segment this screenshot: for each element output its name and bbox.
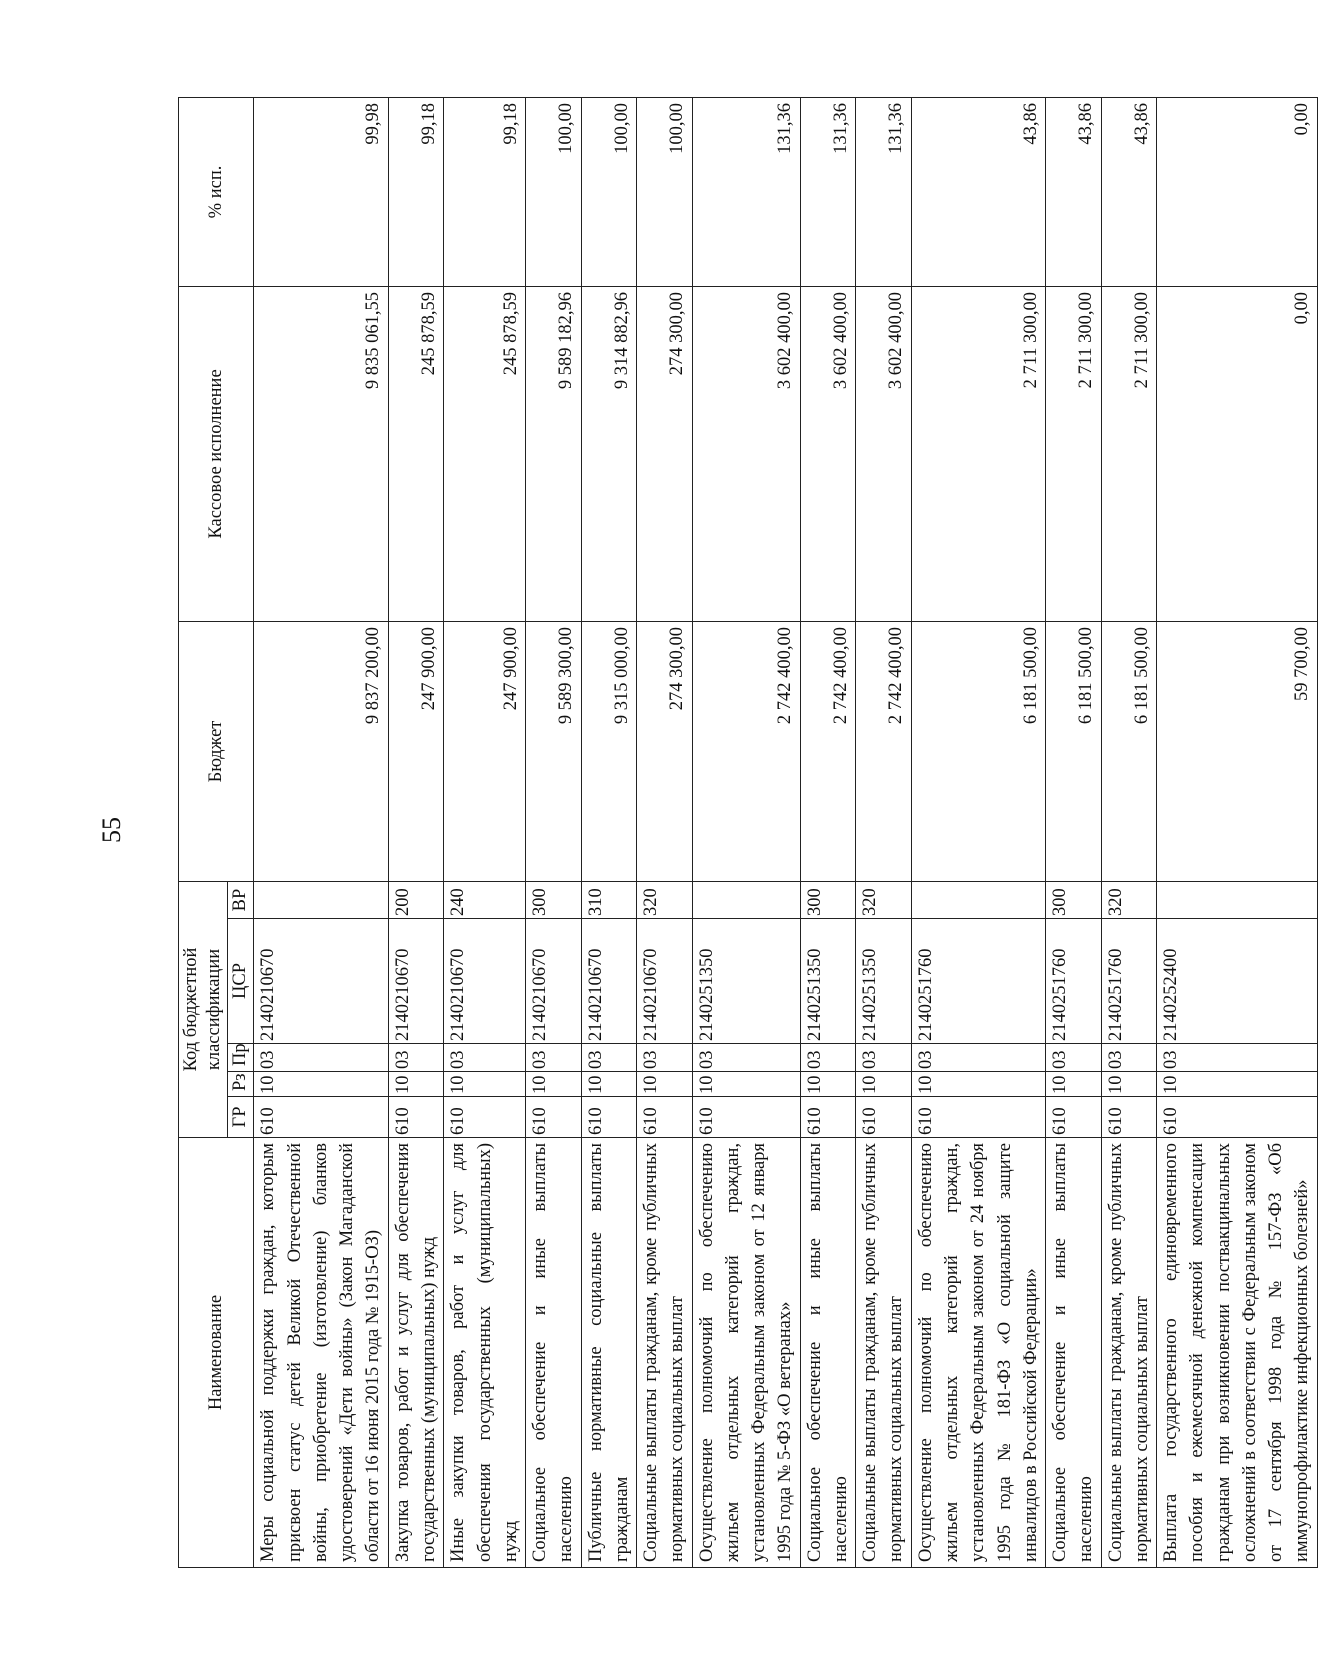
row-execution: 2 711 300,00 — [911, 286, 1045, 621]
row-rz: 10 — [1046, 1072, 1102, 1097]
row-name: Социальное обеспечение и иные выплаты населению — [1046, 1138, 1102, 1568]
row-budget: 6 181 500,00 — [1046, 621, 1102, 881]
row-pr: 03 — [526, 1044, 582, 1072]
table-row — [254, 97, 388, 1567]
row-budget: 6 181 500,00 — [1101, 621, 1157, 881]
row-name: Иные закупки товаров, работ и услуг для обеспечения государственных (муниципальных) нужд — [444, 1138, 526, 1568]
row-name: Осуществление полномочий по обеспечению жильем отдельных категорий граждан, установленных Федеральным законом от 24 ноября 1995 года № 181-ФЗ «О социальной защите инвалидов в Российской Федерации» — [911, 1138, 1045, 1568]
row-rz: 10 — [911, 1072, 1045, 1097]
row-csr: 2140251760 — [911, 919, 1045, 1044]
table-row — [692, 97, 800, 1567]
row-rz: 10 — [388, 1072, 444, 1097]
row-pr: 03 — [444, 1044, 526, 1072]
row-gr: 610 — [800, 1097, 856, 1138]
row-pr: 03 — [254, 1044, 388, 1072]
row-vr: 300 — [1046, 881, 1102, 918]
row-csr: 2140210670 — [444, 919, 526, 1044]
table-row — [1101, 97, 1157, 1567]
table-row — [1046, 97, 1102, 1567]
row-gr: 610 — [1157, 1097, 1318, 1138]
row-percent: 0,00 — [1157, 97, 1318, 286]
row-pr: 03 — [1046, 1044, 1102, 1072]
table-row — [800, 97, 856, 1567]
row-rz: 10 — [800, 1072, 856, 1097]
row-csr: 2140252400 — [1157, 919, 1318, 1044]
row-execution: 3 602 400,00 — [856, 286, 912, 621]
row-csr: 2140210670 — [637, 919, 693, 1044]
row-pr: 03 — [388, 1044, 444, 1072]
row-rz: 10 — [526, 1072, 582, 1097]
row-csr: 2140251760 — [1046, 919, 1102, 1044]
row-budget: 6 181 500,00 — [911, 621, 1045, 881]
row-csr: 2140251350 — [856, 919, 912, 1044]
row-name: Социальное обеспечение и иные выплаты населению — [526, 1138, 582, 1568]
header-code-group: Код бюджетной классификации — [179, 881, 228, 1137]
row-budget: 59 700,00 — [1157, 621, 1318, 881]
row-vr: 320 — [1101, 881, 1157, 918]
header-vr: ВР — [228, 881, 254, 918]
page-number: 55 — [97, 817, 126, 843]
row-percent: 99,98 — [254, 97, 388, 286]
row-name: Закупка товаров, работ и услуг для обеспечения государственных (муниципальных) нужд — [388, 1138, 444, 1568]
row-gr: 610 — [637, 1097, 693, 1138]
row-csr: 2140210670 — [581, 919, 637, 1044]
row-vr — [254, 881, 388, 918]
table-row — [388, 97, 444, 1567]
row-name: Выплата государственного единовременного пособия и ежемесячной денежной компенсации гражданам при возникновении поствакцинальных осложнений в соответствии с Федеральным законом от 17 сентября 1998 года № 157-ФЗ «Об иммунопрофилактике инфекционных болезней» — [1157, 1138, 1318, 1568]
row-gr: 610 — [911, 1097, 1045, 1138]
row-pr: 03 — [800, 1044, 856, 1072]
row-budget: 274 300,00 — [637, 621, 693, 881]
row-execution: 9 314 882,96 — [581, 286, 637, 621]
row-percent: 131,36 — [800, 97, 856, 286]
row-csr: 2140210670 — [254, 919, 388, 1044]
row-vr: 310 — [581, 881, 637, 918]
row-csr: 2140210670 — [388, 919, 444, 1044]
table-row — [444, 97, 526, 1567]
row-csr: 2140210670 — [526, 919, 582, 1044]
row-name: Социальные выплаты гражданам, кроме публичных нормативных социальных выплат — [637, 1138, 693, 1568]
header-csr: ЦСР — [228, 919, 254, 1044]
table-header-row — [179, 97, 228, 1567]
row-vr: 300 — [800, 881, 856, 918]
row-budget: 247 900,00 — [444, 621, 526, 881]
row-rz: 10 — [1157, 1072, 1318, 1097]
row-budget: 9 315 000,00 — [581, 621, 637, 881]
row-pr: 03 — [692, 1044, 800, 1072]
row-rz: 10 — [1101, 1072, 1157, 1097]
row-gr: 610 — [856, 1097, 912, 1138]
row-rz: 10 — [637, 1072, 693, 1097]
header-rz: Рз — [228, 1072, 254, 1097]
row-pr: 03 — [1101, 1044, 1157, 1072]
row-pr: 03 — [637, 1044, 693, 1072]
row-percent: 43,86 — [911, 97, 1045, 286]
row-percent: 100,00 — [581, 97, 637, 286]
table-row — [526, 97, 582, 1567]
row-gr: 610 — [526, 1097, 582, 1138]
row-percent: 131,36 — [692, 97, 800, 286]
header-name: Наименование — [179, 1138, 254, 1568]
row-rz: 10 — [856, 1072, 912, 1097]
row-pr: 03 — [911, 1044, 1045, 1072]
rotated-page-content — [178, 98, 1313, 1568]
table-row — [911, 97, 1045, 1567]
row-name: Социальные выплаты гражданам, кроме публичных нормативных социальных выплат — [856, 1138, 912, 1568]
table-row — [637, 97, 693, 1567]
row-vr: 300 — [526, 881, 582, 918]
row-name: Публичные нормативные социальные выплаты гражданам — [581, 1138, 637, 1568]
row-execution: 9 589 182,96 — [526, 286, 582, 621]
row-execution: 274 300,00 — [637, 286, 693, 621]
row-execution: 0,00 — [1157, 286, 1318, 621]
row-name: Осуществление полномочий по обеспечению жильем отдельных категорий граждан, установленных Федеральным законом от 12 января 1995 года № 5-ФЗ «О ветеранах» — [692, 1138, 800, 1568]
row-execution: 2 711 300,00 — [1101, 286, 1157, 621]
row-gr: 610 — [581, 1097, 637, 1138]
row-vr — [692, 881, 800, 918]
header-budget: Бюджет — [179, 621, 254, 881]
row-gr: 610 — [1101, 1097, 1157, 1138]
row-vr — [1157, 881, 1318, 918]
row-execution: 3 602 400,00 — [692, 286, 800, 621]
row-rz: 10 — [581, 1072, 637, 1097]
row-percent: 99,18 — [444, 97, 526, 286]
row-gr: 610 — [444, 1097, 526, 1138]
row-vr — [911, 881, 1045, 918]
row-budget: 9 837 200,00 — [254, 621, 388, 881]
row-gr: 610 — [388, 1097, 444, 1138]
row-rz: 10 — [444, 1072, 526, 1097]
table-row — [581, 97, 637, 1567]
row-budget: 247 900,00 — [388, 621, 444, 881]
row-percent: 43,86 — [1101, 97, 1157, 286]
row-pr: 03 — [856, 1044, 912, 1072]
row-gr: 610 — [1046, 1097, 1102, 1138]
row-execution: 2 711 300,00 — [1046, 286, 1102, 621]
row-csr: 2140251350 — [692, 919, 800, 1044]
row-execution: 245 878,59 — [388, 286, 444, 621]
row-name: Социальные выплаты гражданам, кроме публичных нормативных социальных выплат — [1101, 1138, 1157, 1568]
row-percent: 131,36 — [856, 97, 912, 286]
budget-execution-table — [178, 97, 1318, 1568]
row-name: Социальное обеспечение и иные выплаты населению — [800, 1138, 856, 1568]
header-percent: % исп. — [179, 97, 254, 286]
row-vr: 320 — [637, 881, 693, 918]
row-csr: 2140251350 — [800, 919, 856, 1044]
row-pr: 03 — [581, 1044, 637, 1072]
row-gr: 610 — [254, 1097, 388, 1138]
row-rz: 10 — [692, 1072, 800, 1097]
table-row — [1157, 97, 1318, 1567]
row-gr: 610 — [692, 1097, 800, 1138]
row-vr: 200 — [388, 881, 444, 918]
row-percent: 100,00 — [526, 97, 582, 286]
row-budget: 9 589 300,00 — [526, 621, 582, 881]
row-budget: 2 742 400,00 — [856, 621, 912, 881]
row-vr: 320 — [856, 881, 912, 918]
row-budget: 2 742 400,00 — [692, 621, 800, 881]
header-gr: ГР — [228, 1097, 254, 1138]
row-execution: 245 878,59 — [444, 286, 526, 621]
row-percent: 43,86 — [1046, 97, 1102, 286]
row-name: Меры социальной поддержки граждан, которым присвоен статус детей Великой Отечественной войны, приобретение (изготовление) бланков удостоверений «Дети войны» (Закон Магаданской области от 16 июня 2015 года № 1915-ОЗ) — [254, 1138, 388, 1568]
row-vr: 240 — [444, 881, 526, 918]
table-row — [856, 97, 912, 1567]
row-execution: 9 835 061,55 — [254, 286, 388, 621]
row-execution: 3 602 400,00 — [800, 286, 856, 621]
row-pr: 03 — [1157, 1044, 1318, 1072]
header-execution: Кассовое исполнение — [179, 286, 254, 621]
row-csr: 2140251760 — [1101, 919, 1157, 1044]
row-budget: 2 742 400,00 — [800, 621, 856, 881]
row-rz: 10 — [254, 1072, 388, 1097]
row-percent: 99,18 — [388, 97, 444, 286]
header-pr: Пр — [228, 1044, 254, 1072]
row-percent: 100,00 — [637, 97, 693, 286]
